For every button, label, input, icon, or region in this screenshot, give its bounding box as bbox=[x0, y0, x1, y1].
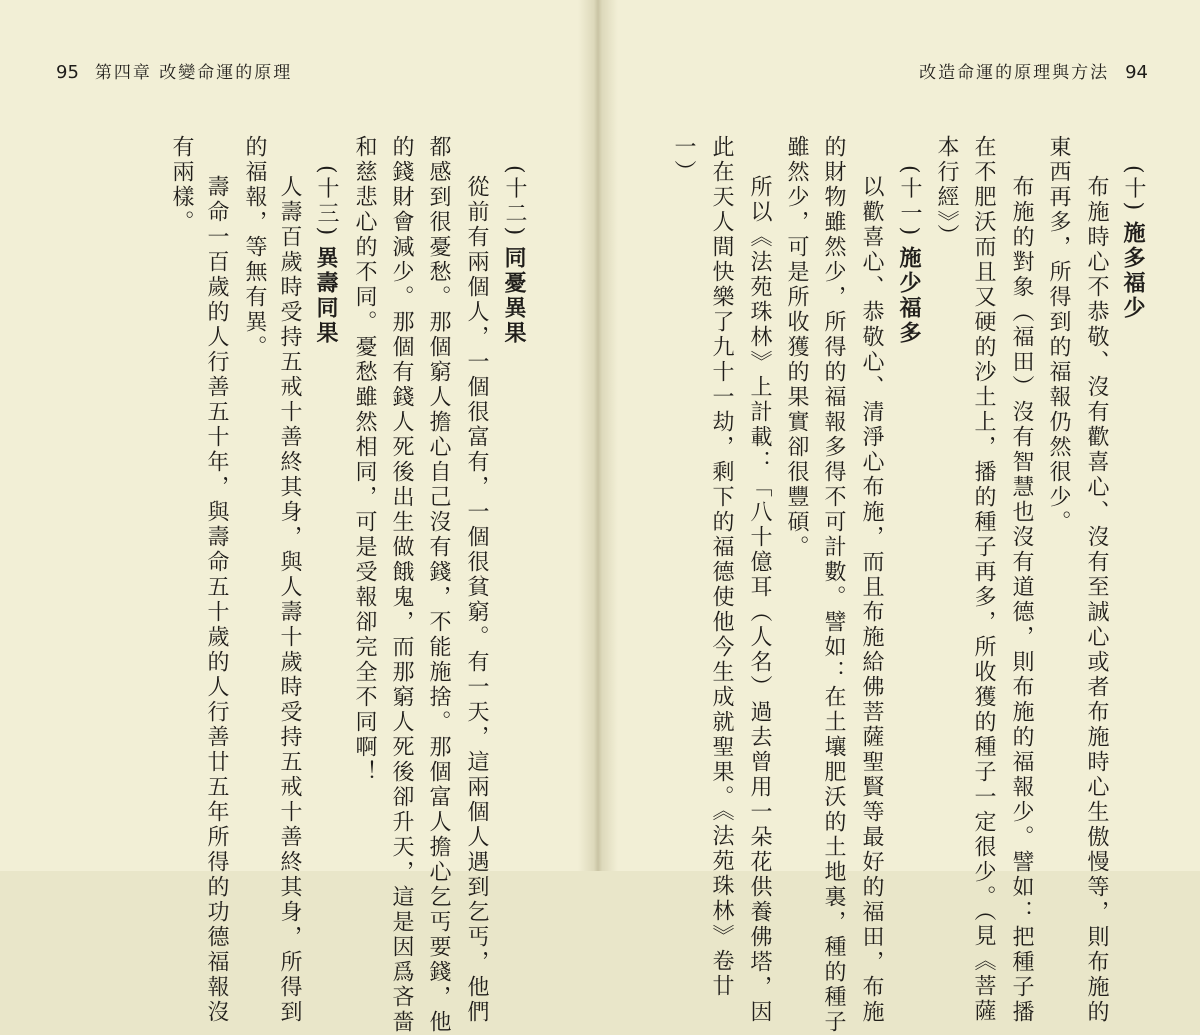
section-number: (十一) bbox=[897, 165, 922, 239]
text-column: 人壽百歲時受持五戒十善終其身，與人壽十歲時受持五戒十善終其身，所得到 bbox=[277, 175, 302, 1025]
text-column: 的財物雖然少，所得的福報多得不可計數。譬如：在土壤肥沃的土地裏，種的種子 bbox=[821, 135, 846, 1035]
text-column: 一） bbox=[671, 135, 696, 185]
section-heading-12 bbox=[503, 165, 525, 346]
section-number: (十) bbox=[1121, 165, 1146, 214]
text-column: 所以《法苑珠林》上計載：「八十億耳（人名）過去曾用一朵花供養佛塔，因 bbox=[747, 175, 772, 1025]
right-running-title: 改造命運的原理與方法 bbox=[919, 63, 1110, 83]
text-column: 都感到很憂愁。那個窮人擔心自己沒有錢，不能施捨。那個富人擔心乞丐要錢，他 bbox=[426, 135, 451, 1035]
section-heading-13 bbox=[315, 165, 337, 346]
left-running-title: 第四章 改變命運的原理 bbox=[94, 63, 293, 83]
text-column: 本行經》） bbox=[934, 135, 959, 249]
right-page-number: 94 bbox=[1125, 62, 1148, 83]
section-heading-10 bbox=[1122, 165, 1144, 321]
text-column: 的福報，等無有異。 bbox=[242, 135, 267, 360]
text-column: 從前有兩個人，一個很富有，一個很貧窮。有一天，這兩個人遇到乞丐，他們 bbox=[464, 175, 489, 1025]
left-page-number: 95 bbox=[56, 62, 79, 83]
right-page-header bbox=[919, 58, 1148, 83]
left-page-header bbox=[56, 58, 292, 83]
text-column: 雖然少，可是所收獲的果實卻很豐碩。 bbox=[784, 135, 809, 560]
text-column: 的錢財會減少。那個有錢人死後出生做餓鬼，而那窮人死後卻升天，這是因爲吝嗇 bbox=[389, 135, 414, 1035]
text-column: 布施的對象（福田）沒有智慧也沒有道德，則布施的福報少。譬如：把種子播 bbox=[1009, 175, 1034, 1025]
text-column: 在不肥沃而且又硬的沙土上，播的種子再多，所收獲的種子一定很少。（見《菩薩 bbox=[971, 135, 996, 1024]
text-column: 有兩樣。 bbox=[169, 135, 194, 235]
right-page bbox=[600, 0, 1200, 871]
text-column: 壽命一百歲的人行善五十年，與壽命五十歲的人行善廿五年所得的功德福報沒 bbox=[204, 175, 229, 1025]
section-title: 施少福多 bbox=[896, 246, 922, 347]
section-heading-11 bbox=[898, 165, 920, 346]
section-number: (十三) bbox=[314, 165, 339, 239]
text-column: 以歡喜心、恭敬心、清淨心布施，而且布施給佛菩薩聖賢等最好的福田，布施 bbox=[859, 175, 884, 1025]
section-title: 施多福少 bbox=[1120, 221, 1146, 322]
text-column: 此在天人間快樂了九十一劫，剩下的福德使他今生成就聖果。《法苑珠林》卷廿 bbox=[709, 135, 734, 999]
section-title: 異壽同果 bbox=[313, 246, 339, 347]
text-column: 和慈悲心的不同。憂愁雖然相同，可是受報卻完全不同啊！ bbox=[352, 135, 377, 785]
book-gutter bbox=[578, 0, 618, 871]
section-number: (十二) bbox=[502, 165, 527, 239]
text-column: 布施時心不恭敬、沒有歡喜心、沒有至誠心或者布施時心生傲慢等，則布施的 bbox=[1084, 175, 1109, 1025]
section-title: 同憂異果 bbox=[501, 246, 527, 347]
text-column: 東西再多，所得到的福報仍然很少。 bbox=[1046, 135, 1071, 535]
